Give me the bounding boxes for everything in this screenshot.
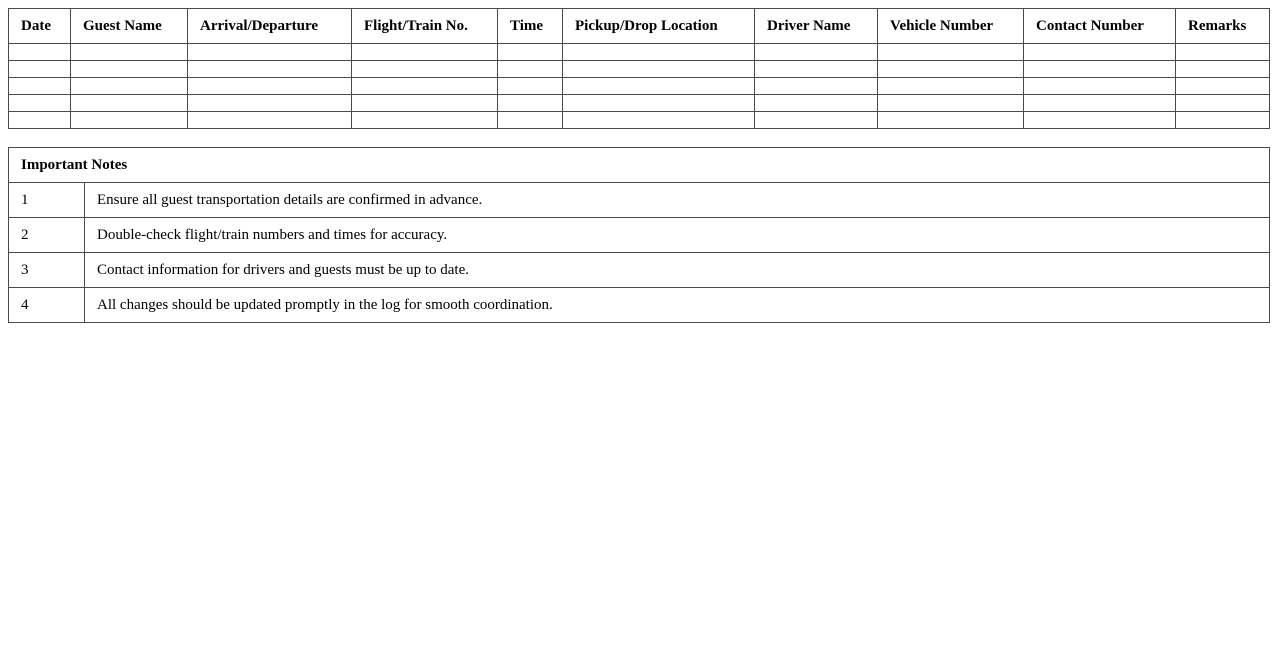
table-row [9,95,1270,112]
column-header-remarks: Remarks [1176,9,1270,44]
table-cell[interactable] [71,95,188,112]
column-header-driver-name: Driver Name [755,9,878,44]
note-text: Double-check flight/train numbers and times for accuracy. [85,218,1270,253]
table-cell[interactable] [755,95,878,112]
column-header-guest-name: Guest Name [71,9,188,44]
transport-log-table [8,8,1270,129]
table-cell[interactable] [1176,78,1270,95]
column-header-date: Date [9,9,71,44]
table-cell[interactable] [498,44,563,61]
column-header-arrival-departure: Arrival/Departure [188,9,352,44]
column-header-contact-number: Contact Number [1024,9,1176,44]
table-cell[interactable] [352,44,498,61]
table-cell[interactable] [498,78,563,95]
table-cell[interactable] [188,112,352,129]
table-cell[interactable] [498,112,563,129]
column-header-vehicle-number: Vehicle Number [878,9,1024,44]
table-cell[interactable] [563,61,755,78]
table-cell[interactable] [563,78,755,95]
note-row [9,288,1270,323]
table-cell[interactable] [498,95,563,112]
table-cell[interactable] [1024,44,1176,61]
table-cell[interactable] [755,112,878,129]
table-cell[interactable] [9,61,71,78]
note-text: Ensure all guest transportation details are confirmed in advance. [85,183,1270,218]
table-cell[interactable] [71,44,188,61]
table-cell[interactable] [9,44,71,61]
table-cell[interactable] [563,44,755,61]
table-cell[interactable] [352,61,498,78]
table-cell[interactable] [1024,78,1176,95]
table-cell[interactable] [878,61,1024,78]
table-cell[interactable] [352,78,498,95]
table-row [9,112,1270,129]
table-cell[interactable] [9,112,71,129]
column-header-time: Time [498,9,563,44]
column-header-pickup-drop-location: Pickup/Drop Location [563,9,755,44]
note-number: 4 [9,288,85,323]
table-cell[interactable] [71,61,188,78]
notes-title: Important Notes [9,148,1270,183]
note-number: 3 [9,253,85,288]
table-cell[interactable] [352,112,498,129]
note-row [9,183,1270,218]
table-cell[interactable] [188,44,352,61]
table-row [9,61,1270,78]
table-cell[interactable] [188,61,352,78]
table-cell[interactable] [878,95,1024,112]
important-notes-table [8,147,1270,323]
column-header-flight-train-no: Flight/Train No. [352,9,498,44]
table-cell[interactable] [1024,112,1176,129]
table-cell[interactable] [1176,95,1270,112]
table-cell[interactable] [352,95,498,112]
table-cell[interactable] [878,44,1024,61]
note-row [9,253,1270,288]
table-cell[interactable] [1024,61,1176,78]
note-row [9,218,1270,253]
table-cell[interactable] [755,78,878,95]
table-cell[interactable] [755,61,878,78]
table-cell[interactable] [1176,61,1270,78]
table-cell[interactable] [71,112,188,129]
table-header-row [9,9,1270,44]
table-row [9,44,1270,61]
table-cell[interactable] [9,95,71,112]
table-cell[interactable] [498,61,563,78]
notes-header-row [9,148,1270,183]
table-cell[interactable] [188,78,352,95]
table-row [9,78,1270,95]
table-cell[interactable] [563,112,755,129]
table-cell[interactable] [9,78,71,95]
table-cell[interactable] [188,95,352,112]
table-cell[interactable] [563,95,755,112]
table-cell[interactable] [878,78,1024,95]
table-cell[interactable] [1024,95,1176,112]
note-text: All changes should be updated promptly in the log for smooth coordination. [85,288,1270,323]
table-cell[interactable] [1176,112,1270,129]
table-cell[interactable] [1176,44,1270,61]
table-cell[interactable] [878,112,1024,129]
note-text: Contact information for drivers and guests must be up to date. [85,253,1270,288]
note-number: 2 [9,218,85,253]
table-cell[interactable] [755,44,878,61]
table-cell[interactable] [71,78,188,95]
note-number: 1 [9,183,85,218]
